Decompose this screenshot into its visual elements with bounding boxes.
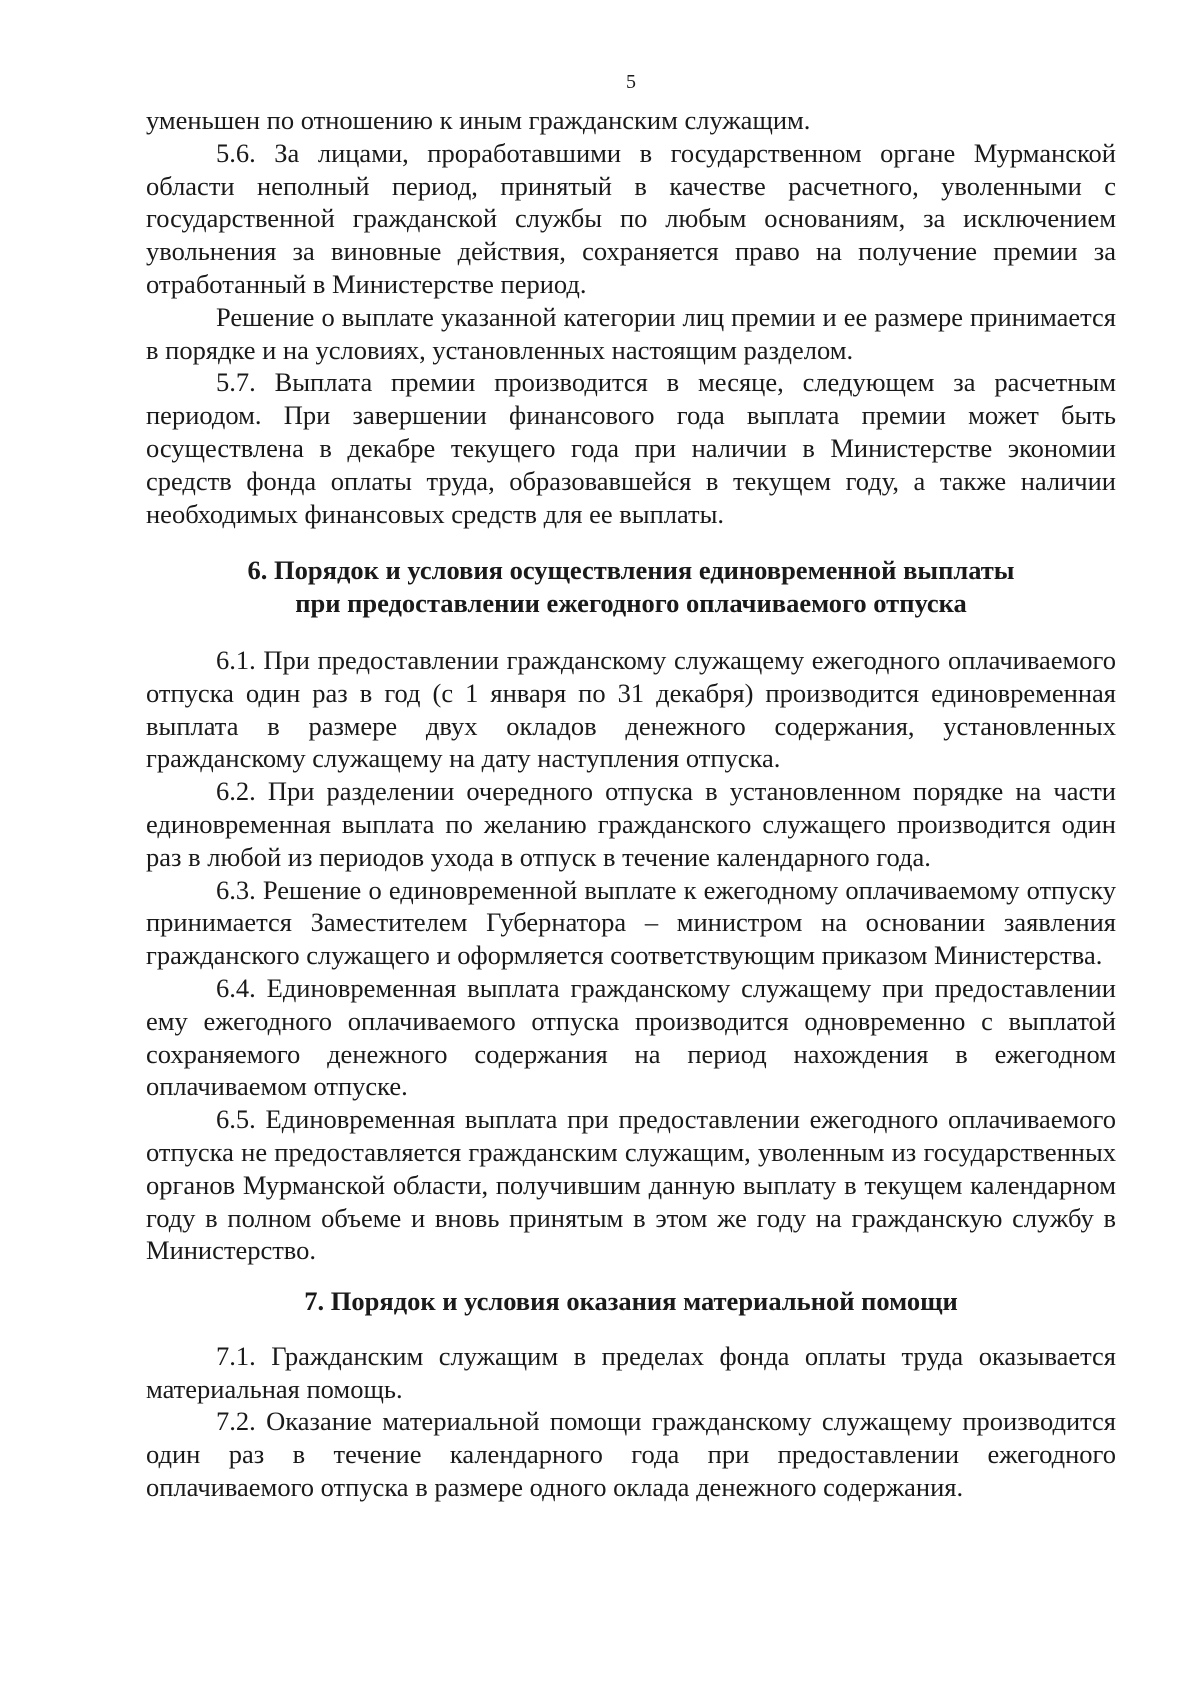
paragraph-6-3: 6.3. Решение о единовременной выплате к ежегодному оплачиваемому отпуску принимается Заместителем Губернатора – министром на основании заявления гражданского служащего и оформляется соответствующим приказом Министерства. bbox=[146, 874, 1116, 971]
section-6-heading-line-1: 6. Порядок и условия осуществления единовременной выплаты bbox=[247, 555, 1015, 586]
section-6-heading bbox=[146, 554, 1116, 620]
paragraph-5-6: 5.6. За лицами, проработавшими в государственном органе Мурманской области неполный период, принятый в качестве расчетного, уволенными с государственной гражданской службы по любым основаниям, за исключением увольнения за виновные действия, сохраняется право на получение премии за отработанный в Министерстве период. bbox=[146, 137, 1116, 299]
paragraph-6-2: 6.2. При разделении очередного отпуска в установленном порядке на части единовременная выплата по желанию гражданского служащего производится один раз в любой из периодов ухода в отпуск в течение календарного года. bbox=[146, 776, 1116, 872]
paragraph-7-2: 7.2. Оказание материальной помощи гражданскому служащему производится один раз в течение календарного года при предоставлении ежегодного оплачиваемого отпуска в размере одного оклада денежного содержания. bbox=[146, 1406, 1116, 1503]
paragraph-6-1: 6.1. При предоставлении гражданскому служащему ежегодного оплачиваемого отпуска один раз в год (с 1 января по 31 декабря) производится единовременная выплата в размере двух окладов денежного содержания, установленных гражданскому служащему на дату наступления отпуска. bbox=[146, 644, 1116, 774]
paragraph-7-1: 7.1. Гражданским служащим в пределах фонда оплаты труда оказывается материальная помощь. bbox=[146, 1340, 1116, 1404]
document-page bbox=[146, 70, 1116, 1504]
paragraph-5-7: 5.7. Выплата премии производится в месяце, следующем за расчетным периодом. При завершении финансового года выплата премии может быть осуществлена в декабре текущего года при наличии в Министерстве экономии средств фонда оплаты труда, образовавшейся в текущем году, а также наличии необходимых финансовых средств для ее выплаты. bbox=[146, 367, 1116, 529]
paragraph-6-4: 6.4. Единовременная выплата гражданскому служащему при предоставлении ему ежегодного оплачиваемого отпуска производится одновременно с выплатой сохраняемого денежного содержания на период нахождения в ежегодном оплачиваемом отпуске. bbox=[146, 972, 1116, 1102]
paragraph-5-6-decision: Решение о выплате указанной категории лиц премии и ее размере принимается в порядке и на условиях, установленных настоящим разделом. bbox=[146, 301, 1116, 365]
section-7-heading: 7. Порядок и условия оказания материальной помощи bbox=[304, 1286, 958, 1317]
paragraph-6-5: 6.5. Единовременная выплата при предоставлении ежегодного оплачиваемого отпуска не предоставляется гражданским служащим, уволенным из государственных органов Мурманской области, получившим данную выплату в текущем календарном году в полном объеме и вновь принятым в этом же году на гражданскую службу в Министерство. bbox=[146, 1104, 1116, 1266]
page-number: 5 bbox=[626, 71, 636, 93]
paragraph-5-5-tail: уменьшен по отношению к иным гражданским служащим. bbox=[146, 105, 811, 135]
section-6-heading-line-2: при предоставлении ежегодного оплачиваемого отпуска bbox=[295, 588, 967, 619]
